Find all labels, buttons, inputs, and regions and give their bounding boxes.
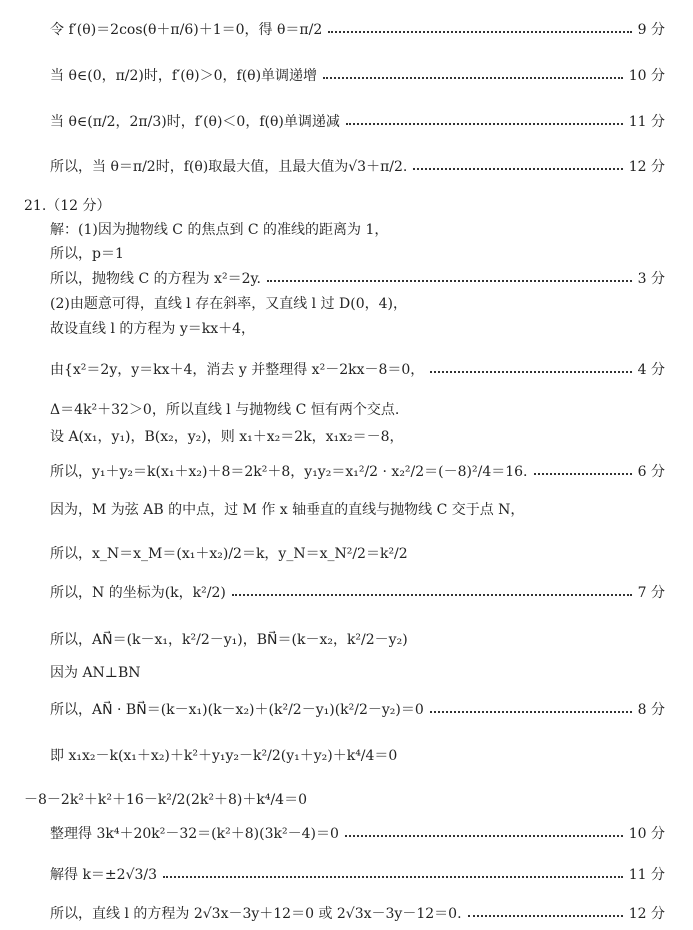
line-text: 所以，y₁＋y₂＝k(x₁＋x₂)＋8＝2k²＋8，y₁y₂＝x₁²/2 · x₂²/2＝(－8)²/4＝16. [50, 464, 528, 480]
line-text: 因为 AN⊥BN [50, 665, 141, 681]
line-6 [50, 218, 665, 240]
score-label: 12 分 [628, 906, 665, 922]
line-text: 设 A(x₁，y₁)，B(x₂，y₂)，则 x₁＋x₂＝2k，x₁x₂＝－8， [50, 429, 404, 445]
line-4 [50, 155, 665, 177]
leader-dots [323, 77, 623, 79]
leader-dots [430, 371, 631, 373]
line-14 [50, 460, 665, 482]
line-7 [50, 242, 665, 264]
line-13 [50, 425, 665, 447]
score-label: 10 分 [628, 68, 665, 84]
score-label: 4 分 [637, 362, 665, 378]
leader-dots [232, 594, 632, 596]
line-text: －8－2k²＋k²＋16－k²/2(2k²＋8)＋k⁴/4＝0 [24, 792, 308, 808]
line-text: 所以，p＝1 [50, 246, 124, 262]
line-text: 解：(1)因为抛物线 C 的焦点到 C 的准线的距离为 1， [50, 222, 389, 238]
line-text: 所以，AN⃗ · BN⃗＝(k－x₁)(k－x₂)＋(k²/2－y₁)(k²/2－y₂)＝0 [50, 702, 424, 718]
line-24 [50, 863, 665, 885]
line-text: 当 θ∈(π/2，2π/3)时，f′(θ)＜0，f(θ)单调递减 [50, 114, 340, 130]
score-label: 10 分 [628, 826, 665, 842]
leader-dots [430, 711, 632, 713]
score-label: 11 分 [628, 867, 665, 883]
line-text: 因为，M 为弦 AB 的中点，过 M 作 x 轴垂直的直线与抛物线 C 交于点 N， [50, 502, 525, 518]
line-text: 21.（12 分） [24, 198, 111, 214]
line-text: 所以，抛物线 C 的方程为 x²＝2y. [50, 271, 261, 287]
line-text: Δ＝4k²＋32＞0，所以直线 l 与抛物线 C 恒有两个交点. [50, 402, 400, 418]
leader-dots [534, 473, 632, 475]
leader-dots [346, 123, 623, 125]
line-text: 所以，x_N＝x_M＝(x₁＋x₂)/2＝k，y_N＝x_N²/2＝k²/2 [50, 546, 408, 562]
line-16 [50, 542, 665, 564]
line-19 [50, 661, 665, 683]
line-3 [50, 110, 665, 132]
question-heading [24, 194, 665, 216]
line-text: 故设直线 l 的方程为 y＝kx＋4， [50, 321, 256, 337]
line-10 [50, 317, 665, 339]
leader-dots [163, 876, 623, 878]
leader-dots [345, 835, 623, 837]
score-label: 11 分 [628, 114, 665, 130]
line-12 [50, 398, 665, 420]
line-text: 所以，N 的坐标为(k，k²/2) [50, 585, 226, 601]
leader-dots [468, 915, 623, 917]
score-label: 9 分 [637, 22, 665, 38]
line-20 [50, 698, 665, 720]
line-text: 由{x²＝2y，y＝kx＋4，消去 y 并整理得 x²－2kx－8＝0， [50, 362, 425, 378]
line-2 [50, 64, 665, 86]
line-8 [50, 267, 665, 289]
line-text: 解得 k＝±2√3/3 [50, 867, 158, 883]
line-1 [50, 18, 665, 40]
line-text: 所以，AN⃗＝(k－x₁，k²/2－y₁)，BN⃗＝(k－x₂，k²/2－y₂) [50, 632, 408, 648]
score-label: 12 分 [628, 159, 665, 175]
line-text: 当 θ∈(0，π/2)时，f′(θ)＞0，f(θ)单调递增 [50, 68, 318, 84]
leader-dots [328, 31, 631, 33]
score-label: 3 分 [637, 271, 665, 287]
score-label: 7 分 [637, 585, 665, 601]
line-text: 所以，当 θ＝π/2时，f(θ)取最大值，且最大值为√3＋π/2. [50, 159, 408, 175]
line-11 [50, 358, 665, 380]
line-23 [50, 822, 665, 844]
line-25 [50, 902, 665, 924]
leader-dots [267, 280, 632, 282]
leader-dots [413, 168, 622, 170]
score-label: 8 分 [637, 702, 665, 718]
line-text: 整理得 3k⁴＋20k²－32＝(k²＋8)(3k²－4)＝0 [50, 826, 339, 842]
line-21 [50, 744, 665, 766]
score-label: 6 分 [637, 464, 665, 480]
line-15 [50, 498, 665, 520]
line-text: 所以，直线 l 的方程为 2√3x－3y＋12＝0 或 2√3x－3y－12＝0. [50, 906, 462, 922]
line-text: (2)由题意可得，直线 l 存在斜率，又直线 l 过 D(0，4)， [50, 296, 407, 312]
line-9 [50, 292, 665, 314]
line-text: 即 x₁x₂－k(x₁＋x₂)＋k²＋y₁y₂－k²/2(y₁＋y₂)＋k⁴/4＝0 [50, 748, 398, 764]
line-22 [24, 788, 665, 810]
line-text: 令 f′(θ)＝2cos(θ＋π/6)＋1＝0，得 θ＝π/2 [50, 22, 323, 38]
line-18 [50, 628, 665, 650]
line-17 [50, 581, 665, 603]
